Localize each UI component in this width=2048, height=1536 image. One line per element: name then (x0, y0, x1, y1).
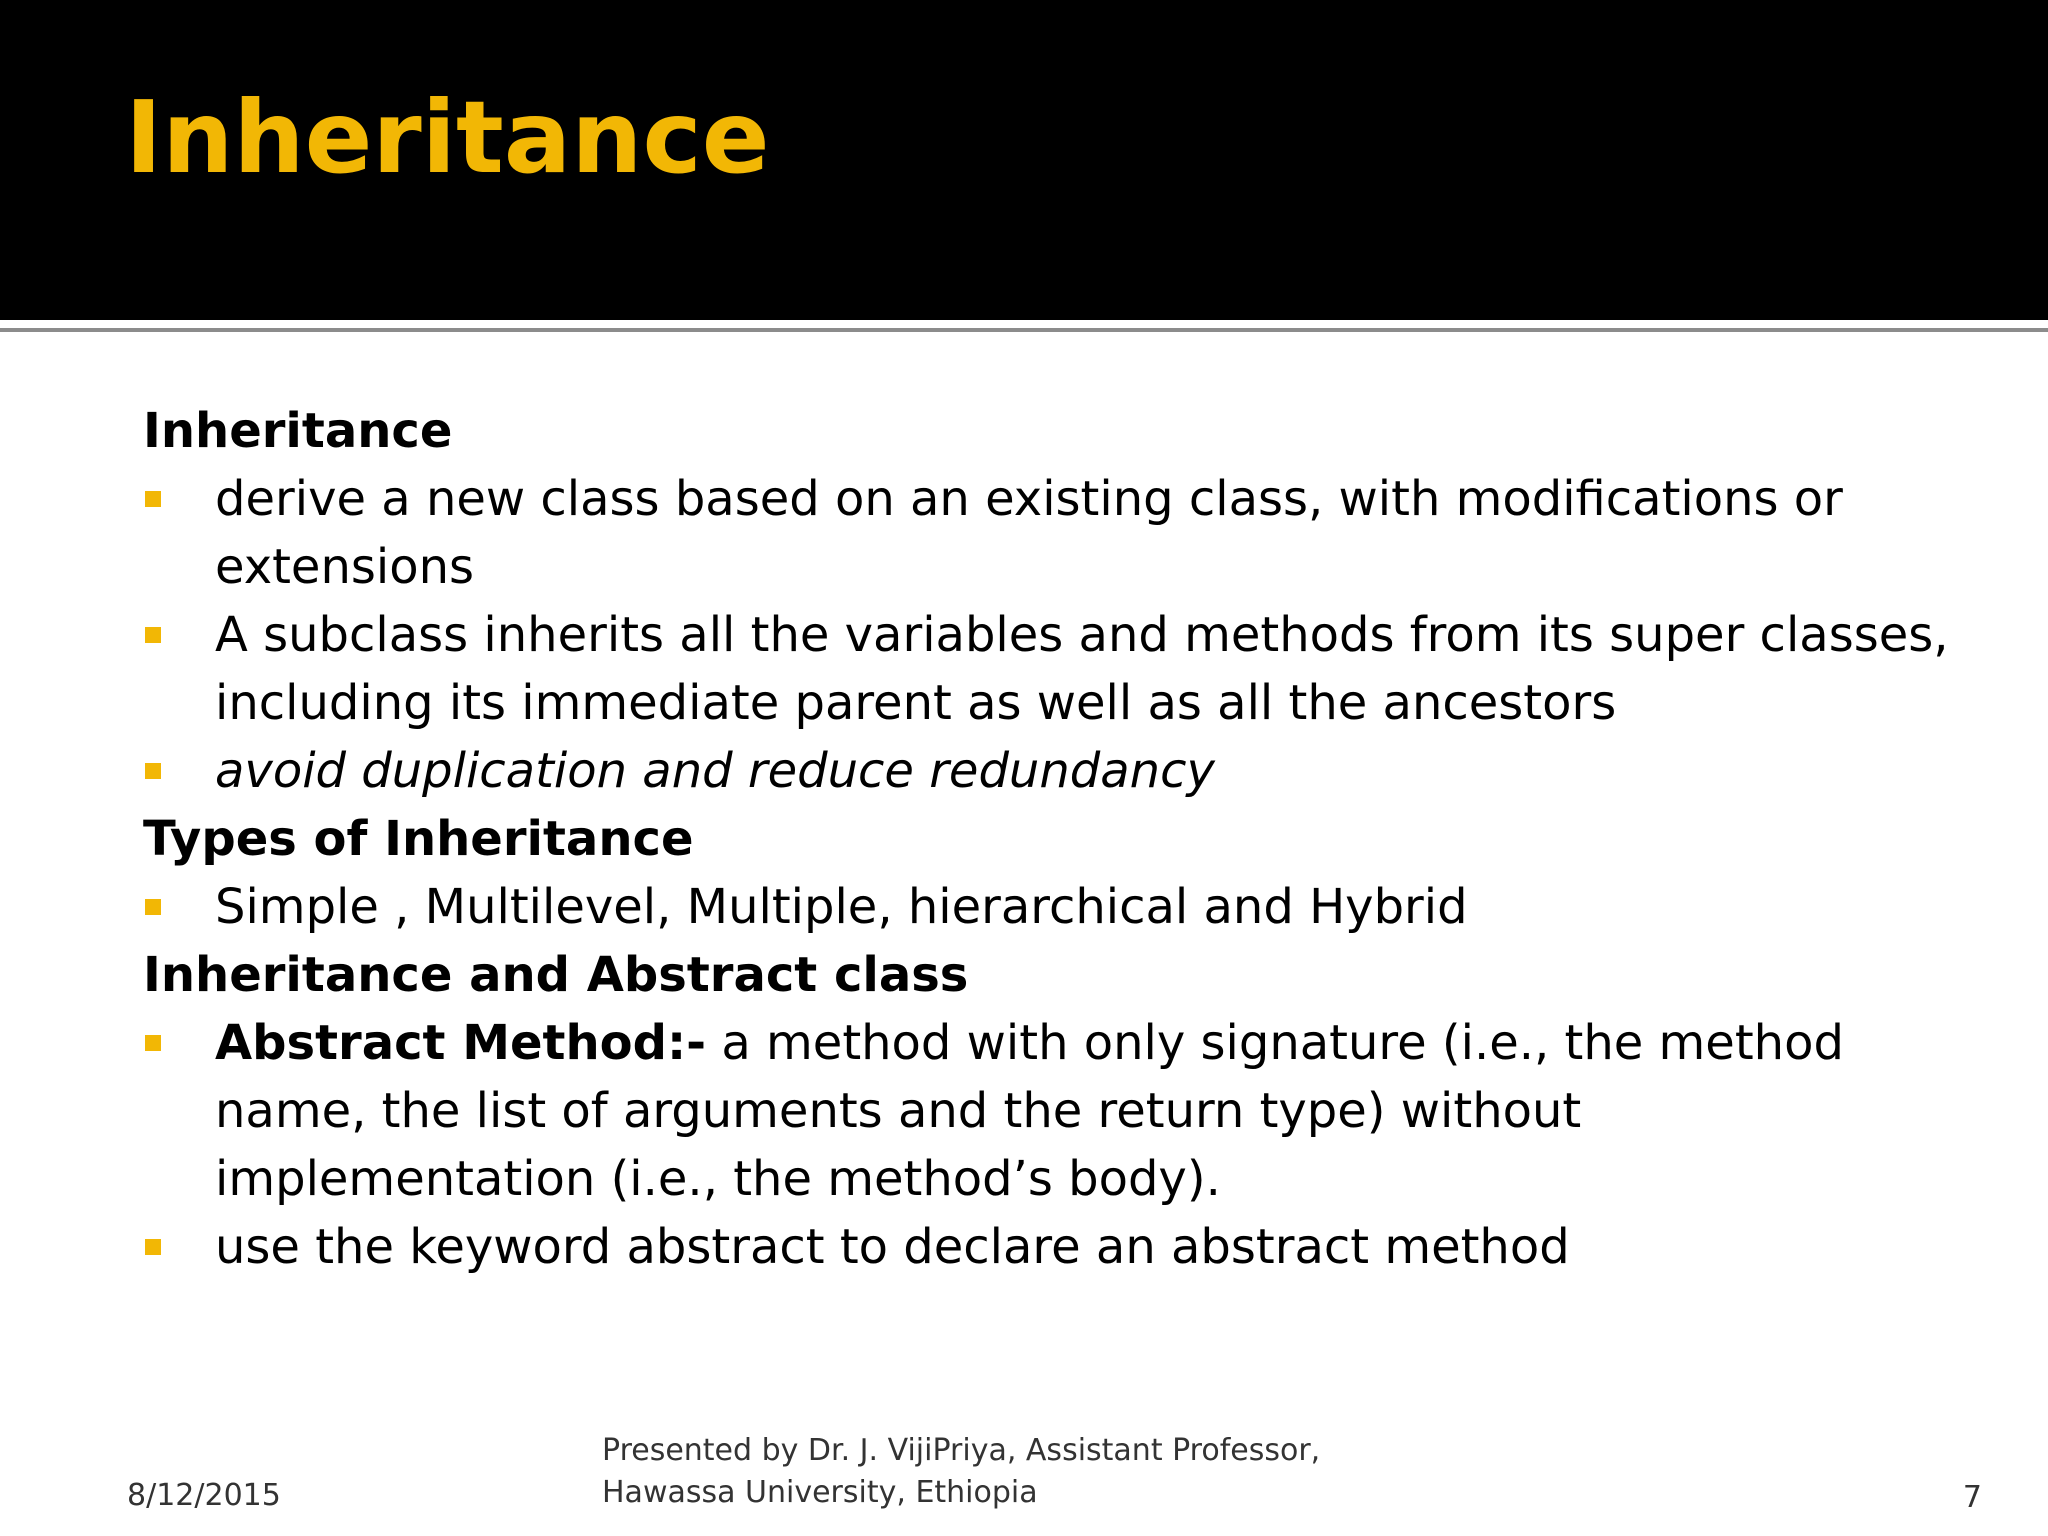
list-item (143, 601, 1973, 737)
square-bullet-icon (145, 491, 161, 507)
section-heading-inheritance: Inheritance (143, 403, 453, 459)
bullet-text: Simple , Multilevel, Multiple, hierarchical and Hybrid (215, 879, 1468, 935)
page-number: 7 (1962, 1480, 1982, 1515)
list-item (143, 737, 1973, 805)
square-bullet-icon (145, 899, 161, 915)
bullet-text: derive a new class based on an existing class, with modifications or extensions (215, 471, 1843, 595)
list-item (143, 1213, 1973, 1281)
list-item (143, 1009, 1973, 1213)
slide-title: Inheritance (125, 79, 770, 196)
bullet-text: use the keyword abstract to declare an abstract method (215, 1219, 1570, 1275)
list-item (143, 465, 1973, 601)
bullet-lead-term: Abstract Method:- (215, 1015, 707, 1071)
square-bullet-icon (145, 1239, 161, 1255)
bullet-text: avoid duplication and reduce redundancy (215, 743, 1215, 799)
bullet-text (215, 1015, 1844, 1207)
square-bullet-icon (145, 1035, 161, 1051)
section-heading-types: Types of Inheritance (143, 811, 694, 867)
footer-presenter-line1: Presented by Dr. J. VijiPriya, Assistant Professor, (602, 1433, 1321, 1468)
slide-content (143, 397, 1973, 1281)
square-bullet-icon (145, 763, 161, 779)
title-band (0, 0, 2048, 320)
bullet-text: A subclass inherits all the variables and methods from its super classes, including its immediate parent as well as all the ancestors (215, 607, 1949, 731)
list-item (143, 873, 1973, 941)
footer-date: 8/12/2015 (127, 1478, 281, 1513)
footer-presenter-line2: Hawassa University, Ethiopia (602, 1475, 1038, 1510)
square-bullet-icon (145, 627, 161, 643)
footer-presenter (602, 1430, 1320, 1514)
section-heading-abstract: Inheritance and Abstract class (143, 947, 969, 1003)
title-divider (0, 328, 2048, 332)
bullet-body: a method with only signature (i.e., the method name, the list of arguments and the return type) without implementation (i.e., the method’s body). (215, 1015, 1844, 1207)
